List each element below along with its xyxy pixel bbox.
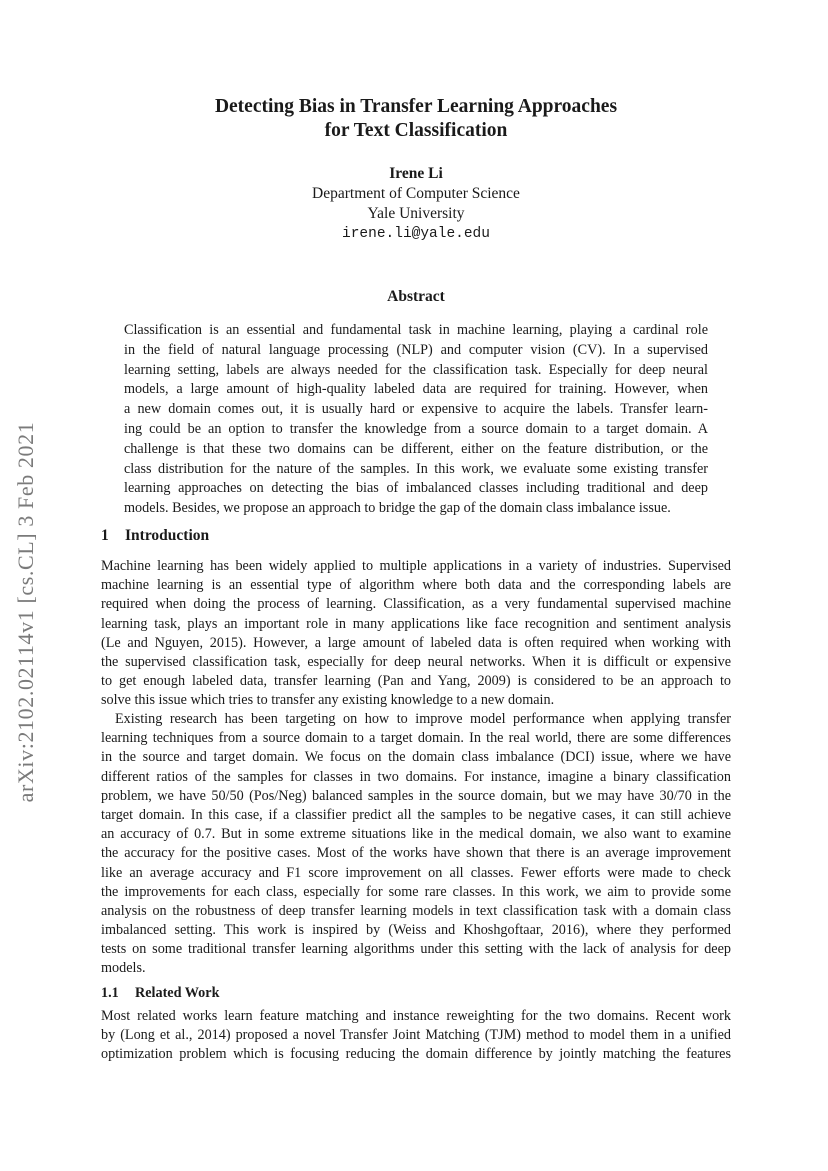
text-line: required when doing the process of learning. Classification, as a very fundamental supervised machine (101, 596, 731, 613)
text-line: the improvements for each class, especially for some rare classes. In this work, we aim to provide some (101, 883, 731, 900)
section-title: Introduction (125, 527, 210, 544)
introduction-paragraph-1 (101, 557, 731, 711)
text-line: learning task, plays an important role in many applications like face recognition and sentiment analysis (101, 615, 731, 632)
author-university: Yale University (367, 205, 465, 222)
abstract-line: ing could be an option to transfer the knowledge from a source domain to a target domain. A (124, 420, 708, 437)
author-department: Department of Computer Science (312, 185, 520, 202)
text-line: optimization problem which is focusing reducing the domain difference by jointly matching the features (101, 1046, 731, 1063)
text-line: the supervised classification task, especially for deep neural networks. When it is difficult or expensive (101, 653, 731, 670)
subsection-heading-related-work (101, 985, 219, 1002)
text-line: target domain. In this case, if a classifier predict all the samples to be negative cases, it can still achieve (101, 806, 731, 823)
text-line: learning techniques from a source domain to a target domain. In the real world, there are some differences (101, 730, 731, 747)
abstract-heading: Abstract (387, 288, 445, 305)
section-number: 1 (101, 527, 109, 544)
subsection-number: 1.1 (101, 985, 119, 1001)
abstract-line: in the field of natural language processing (NLP) and computer vision (CV). In a supervised (124, 341, 708, 358)
title-line-1: Detecting Bias in Transfer Learning Approaches (214, 96, 618, 117)
abstract-line: learning setting, labels are always needed for the classification task. Especially for deep neural (124, 361, 708, 378)
arxiv-identifier-text: arXiv:2102.02114v1 [cs.CL] 3 Feb 2021 (13, 421, 38, 803)
introduction-paragraph-2 (101, 710, 731, 979)
abstract-line: class distribution for the nature of the samples. In this work, we evaluate some existing transfer (124, 460, 708, 477)
text-line: like an average accuracy and F1 score improvement on all classes. Fewer efforts were made to check (101, 864, 731, 881)
text-line: to get enough labeled data, transfer learning (Pan and Yang, 2009) is considered to be an approach to (101, 673, 731, 690)
author-email: irene.li@yale.edu (342, 226, 490, 242)
abstract-line: learning approaches on detecting the bias of imbalanced classes including traditional and deep (124, 480, 708, 497)
text-line: by (Long et al., 2014) proposed a novel Transfer Joint Matching (TJM) method to model them in a unified (101, 1027, 731, 1044)
text-line: imbalanced setting. This work is inspired by (Weiss and Khoshgoftaar, 2016), where they performed (101, 922, 731, 939)
related-work-paragraph (101, 1007, 731, 1065)
text-line: solve this issue which tries to transfer any existing knowledge to a new domain. (101, 692, 555, 709)
text-line: machine learning is an essential type of algorithm where both data and the corresponding labels are (101, 577, 731, 594)
title-line-2: for Text Classification (324, 120, 508, 141)
text-line: the accuracy for the positive cases. Most of the works have shown that there is an average improvement (101, 845, 731, 862)
abstract-line: Classification is an essential and fundamental task in machine learning, playing a cardinal role (124, 322, 708, 338)
abstract-line: a new domain comes out, it is usually hard or expensive to acquire the labels. Transfer learn- (124, 401, 708, 418)
section-heading-introduction (101, 527, 209, 545)
author-block (101, 164, 731, 244)
abstract-line: models. Besides, we propose an approach to bridge the gap of the domain class imbalance issue. (124, 500, 671, 517)
text-line: models. (101, 960, 146, 977)
abstract-line: challenge is that these two domains can be different, either on the feature distribution, or the (124, 440, 708, 457)
text-line: Most related works learn feature matching and instance reweighting for the two domains. Recent work (101, 1008, 731, 1024)
text-line: tests on some traditional transfer learning algorithms under this setting with the lack of analysis for deep (101, 941, 731, 958)
text-line: Machine learning has been widely applied to multiple applications in a variety of industries. Supervised (101, 558, 731, 574)
text-line: Existing research has been targeting on how to improve model performance when applying transfer (115, 711, 731, 727)
text-line: problem, we have 50/50 (Pos/Neg) balanced samples in the source domain, but we may have 30/70 in the (101, 787, 731, 804)
subsection-title: Related Work (135, 985, 220, 1001)
author-name: Irene Li (389, 165, 443, 182)
text-line: analysis on the robustness of deep transfer learning models in text classification task with a domain class (101, 902, 731, 919)
text-line: (Le and Nguyen, 2015). However, a large amount of labeled data is often required when working with (101, 634, 731, 651)
paper-title (101, 95, 731, 143)
text-line: an accuracy of 0.7. But in some extreme situations like in the medical domain, we also want to examine (101, 826, 731, 843)
text-line: different ratios of the samples for classes in two domains. For instance, imagine a binary classification (101, 768, 731, 785)
abstract-body (124, 321, 708, 519)
abstract-line: models, a large amount of high-quality labeled data are required for training. However, when (124, 381, 708, 398)
text-line: in the source and target domain. We focus on the domain class imbalance (DCI) issue, where we have (101, 749, 731, 766)
